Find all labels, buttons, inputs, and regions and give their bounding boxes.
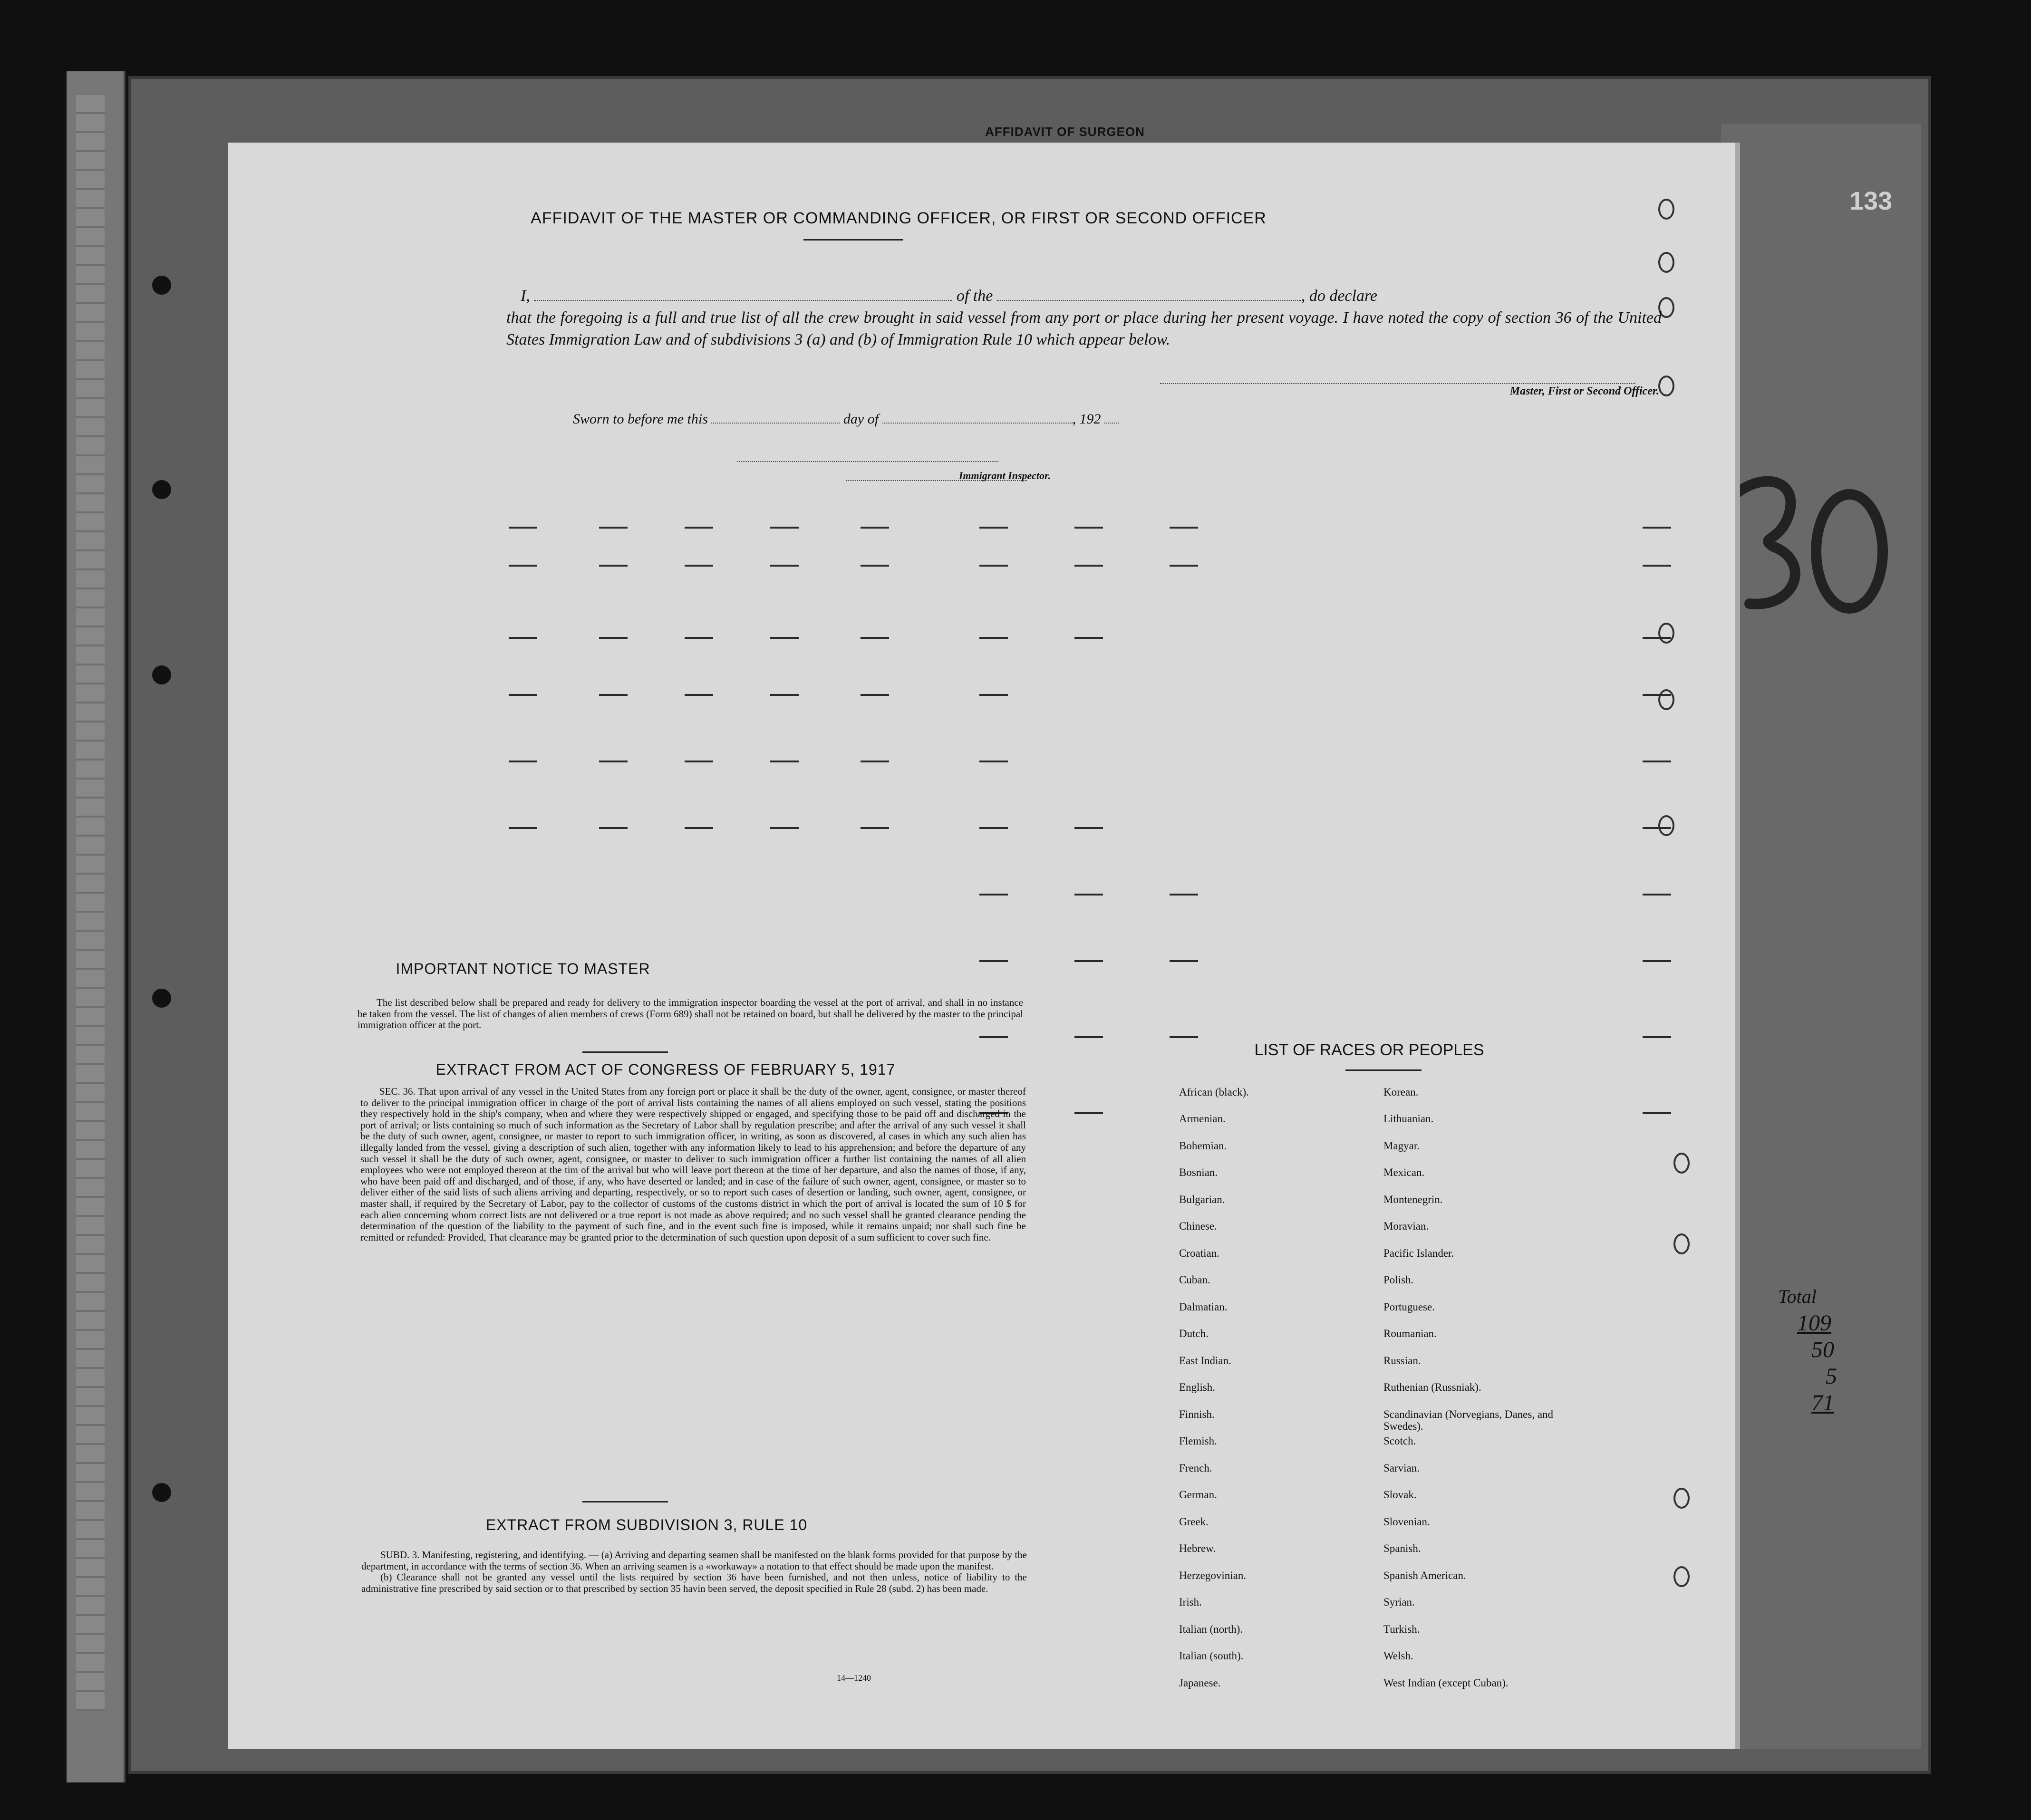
affidavit-declaration	[506, 285, 1662, 351]
master-signature-line	[1160, 383, 1635, 384]
race-item: Montenegrin.	[1383, 1194, 1443, 1205]
notice-heading: IMPORTANT NOTICE TO MASTER	[396, 960, 650, 977]
ring-hole	[1673, 1566, 1690, 1587]
race-item: Japanese.	[1179, 1677, 1221, 1689]
race-item: Slovak.	[1383, 1489, 1417, 1501]
race-item: Russian.	[1383, 1355, 1421, 1367]
label-year: , 192	[1072, 411, 1101, 427]
total-value-2: 50	[1811, 1337, 1834, 1362]
race-item: Chinese.	[1179, 1220, 1217, 1232]
race-item: Magyar.	[1383, 1140, 1420, 1152]
form-number: 14—1240	[837, 1673, 871, 1683]
left-strip-ruling	[76, 95, 105, 1711]
race-item: Cuban.	[1179, 1274, 1210, 1286]
race-item: Bohemian.	[1179, 1140, 1227, 1152]
act-extract-text	[360, 1086, 1026, 1243]
vessel-blank	[997, 300, 1301, 301]
race-item: Herzegovinian.	[1179, 1570, 1247, 1581]
race-item: Moravian.	[1383, 1220, 1429, 1232]
notice-text	[358, 997, 1023, 1031]
manifest-page	[228, 143, 1735, 1749]
race-item: English.	[1179, 1381, 1216, 1393]
race-item: Mexican.	[1383, 1166, 1425, 1178]
race-item: Korean.	[1383, 1086, 1419, 1098]
race-item: Scotch.	[1383, 1435, 1416, 1447]
rule-extract-heading: EXTRACT FROM SUBDIVISION 3, RULE 10	[485, 1516, 808, 1533]
race-item: West Indian (except Cuban).	[1383, 1677, 1509, 1689]
race-item: Hebrew.	[1179, 1542, 1216, 1554]
race-item: Portuguese.	[1383, 1301, 1435, 1313]
label-i: I,	[521, 287, 530, 305]
act-extract-paragraph: SEC. 36. That upon arrival of any vessel in the United States from any foreign port or place it shall be the duty of the owner, agent, consignee, or master thereof to deliver to the principal immigration officer in charge of the port of arrival lists containing the names of all aliens employed on such vessel, stating the positions they respectively hold in the ship's company, when and where they were respectively shipped or engaged, and specifying those to be paid off and discharged in the port of arrival; or lists containing so much of such information as the Secretary of Labor shall by regulation prescribe; and after the arrival of any such vessel it shall be the duty of such owner, agent, consignee, or master to report to such immigration officer, in writing, as soon as discovered, al cases in which any such alien has illegally landed from the vessel, giving a description of such alien, together with any information likely to lead to his apprehension; and before the departure of any such vessel it shall be the duty of such owner, agent, consignee, or master to deliver to such immigration officer a further list containing the names of all alien employees who were not employed thereon at the tim of the arrival but who will leave port thereon at the time of her departure, and also the names of those, if any, who have been paid off and discharged, and of those, if any, who have deserted or landed; and in case of the failure of such owner, agent, consignee, or master so to deliver either of the said lists of such aliens arriving and departing, respectively, or so to report such cases of desertion or landing, such owner, agent, consignee, or master shall, if required by the Secretary of Labor, pay to the collector of customs of the customs district in which the port of arrival is located the sum of 10 $ for each alien concerning whom correct lists are not delivered or a true report is not made as above required; and no such vessel shall be granted clearance pending the determination of the question of the liability to the payment of such fine, and in the event such fine is imposed, while it remains unpaid; nor shall such fine be remitted or refunded: Provided, That clearance may be granted prior to the determination of such question upon deposit of a sum sufficient to cover such fine.	[360, 1086, 1026, 1243]
notice-paragraph: The list described below shall be prepared and ready for delivery to the immigration inspector boarding the vessel at the port of arrival, and shall in no instance be taken from the vessel. The list of changes of alien members of crews (Form 689) shall not be retained on board, but shall be delivered by the master to the principal immigration officer at the port.	[358, 997, 1023, 1031]
total-label: Total	[1778, 1286, 1817, 1307]
race-item: Greek.	[1179, 1516, 1209, 1528]
race-item: Pacific Islander.	[1383, 1247, 1454, 1259]
race-item: Croatian.	[1179, 1247, 1219, 1259]
rule-extract-paragraph-a: SUBD. 3. Manifesting, registering, and identifying. — (a) Arriving and departing seamen shall be manifested on the blank forms provided for that purpose by the department, in accordance with the terms of section 36. When an arriving seamen is a «workaway» a notation to that effect should be made upon the manifest.	[361, 1549, 1027, 1572]
race-item: Sarvian.	[1383, 1462, 1420, 1474]
race-item: Slovenian.	[1383, 1516, 1430, 1528]
race-item: Syrian.	[1383, 1596, 1415, 1608]
inspector-caption: Immigrant Inspector.	[958, 470, 1051, 481]
race-item: East Indian.	[1179, 1355, 1231, 1367]
page-number: 133	[1849, 187, 1893, 215]
sworn-month-blank	[882, 423, 1073, 424]
punch-hole	[152, 276, 171, 295]
race-item: Scandinavian (Norvegians, Danes, and Swedes).	[1383, 1408, 1554, 1432]
race-item: Irish.	[1179, 1596, 1202, 1608]
race-item: Armenian.	[1179, 1113, 1226, 1125]
race-item: Italian (south).	[1179, 1650, 1244, 1662]
race-item: Dalmatian.	[1179, 1301, 1228, 1313]
race-item: Lithuanian.	[1383, 1113, 1434, 1125]
affidavit-of-surgeon-label: AFFIDAVIT OF SURGEON	[985, 125, 1145, 139]
label-day-of: day of	[843, 411, 879, 427]
label-of-the: of the	[956, 287, 993, 305]
race-item: Finnish.	[1179, 1408, 1215, 1420]
sworn-day-blank	[711, 423, 840, 424]
act-extract-heading: EXTRACT FROM ACT OF CONGRESS OF FEBRUARY 5, 1917	[435, 1061, 896, 1078]
total-value-4: 71	[1811, 1390, 1834, 1416]
races-heading: LIST OF RACES OR PEOPLES	[1254, 1041, 1484, 1059]
title-rule	[803, 239, 903, 241]
name-blank	[534, 300, 952, 301]
rule-extract-text	[361, 1550, 1027, 1594]
ring-hole	[1673, 1488, 1690, 1509]
master-signature-caption: Master, First or Second Officer.	[1509, 385, 1659, 397]
declaration-first-line	[521, 285, 1662, 307]
race-item: Spanish.	[1383, 1542, 1421, 1554]
total-value-1: 109	[1797, 1310, 1831, 1336]
total-value-3: 5	[1826, 1364, 1837, 1389]
punch-hole	[152, 989, 171, 1008]
race-item: Welsh.	[1383, 1650, 1413, 1662]
races-left-column	[1179, 1086, 1393, 1689]
race-item: French.	[1179, 1462, 1212, 1474]
label-do-declare: , do declare	[1301, 287, 1378, 305]
ring-hole	[1673, 1233, 1690, 1254]
race-item: Bulgarian.	[1179, 1194, 1225, 1205]
handwritten-total-note	[1759, 1283, 1902, 1426]
sworn-year-blank	[1104, 423, 1119, 424]
races-right-column	[1383, 1086, 1583, 1704]
race-item: Italian (north).	[1179, 1623, 1243, 1635]
inspector-signature-line	[737, 461, 998, 462]
ring-hole	[1673, 1153, 1690, 1174]
race-item: Turkish.	[1383, 1623, 1420, 1635]
section-rule	[582, 1051, 668, 1053]
race-item: Bosnian.	[1179, 1166, 1218, 1178]
races-rule	[1345, 1069, 1422, 1071]
race-item: African (black).	[1179, 1086, 1249, 1098]
section-rule	[582, 1501, 668, 1502]
race-item: Ruthenian (Russniak).	[1383, 1381, 1481, 1393]
race-item: Dutch.	[1179, 1328, 1209, 1339]
label-sworn: Sworn to before me this	[573, 411, 708, 427]
affidavit-title: AFFIDAVIT OF THE MASTER OR COMMANDING OFFICER, OR FIRST OR SECOND OFFICER	[531, 209, 1267, 227]
race-item: German.	[1179, 1489, 1217, 1501]
punch-hole	[152, 480, 171, 499]
race-item: Spanish American.	[1383, 1570, 1466, 1581]
punch-hole	[152, 1483, 171, 1502]
race-item: Flemish.	[1179, 1435, 1217, 1447]
race-item: Roumanian.	[1383, 1328, 1437, 1339]
declaration-body: that the foregoing is a full and true list of all the crew brought in said vessel from any port or place during her present voyage. I have noted the copy of section 36 of the United States Immigration Law and of subdivisions 3 (a) and (b) of Immigration Rule 10 which appear below.	[506, 309, 1662, 348]
handwritten-30-mark	[1721, 466, 1892, 627]
underlying-sheet-edge	[1721, 124, 1921, 1749]
punch-hole	[152, 665, 171, 684]
race-item: Polish.	[1383, 1274, 1414, 1286]
rule-extract-paragraph-b: (b) Clearance shall not be granted any vessel until the lists required by section 36 have been furnished, and not then unless, notice of liability to the administrative fine prescribed by said section or to that prescribed by section 35 havin been served, the deposit specified in Rule 28 (subd. 2) has been made.	[361, 1571, 1027, 1594]
sworn-line	[573, 411, 1238, 427]
